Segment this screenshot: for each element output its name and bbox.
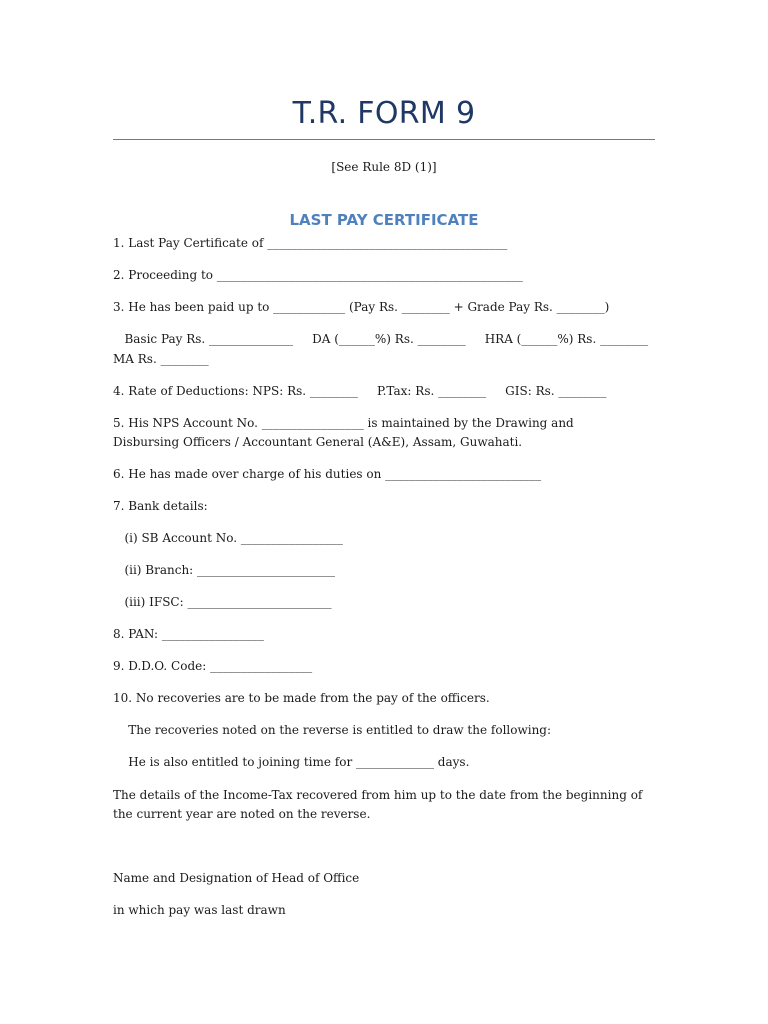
title-underline <box>113 139 655 140</box>
item-7-branch: (ii) Branch: _______________________ <box>113 563 336 577</box>
item-4-deductions: 4. Rate of Deductions: NPS: Rs. ________ P.Tax: Rs. ________ GIS: Rs. ________ <box>113 384 607 398</box>
item-8-pan: 8. PAN: _________________ <box>113 627 264 641</box>
item-10-joining-time: He is also entitled to joining time for _____________ days. <box>113 755 470 769</box>
certificate-heading: LAST PAY CERTIFICATE <box>289 211 479 229</box>
item-1-last-pay-certificate: 1. Last Pay Certificate of ________________________________________ <box>113 236 508 250</box>
item-6-made-over-charge: 6. He has made over charge of his duties on __________________________ <box>113 467 542 481</box>
signature-last-drawn: in which pay was last drawn <box>113 903 286 917</box>
document-title: T.R. FORM 9 <box>292 96 476 131</box>
item-7-sb-account: (i) SB Account No. _________________ <box>113 531 343 545</box>
signature-name-designation: Name and Designation of Head of Office <box>113 871 360 885</box>
item-9-ddo-code: 9. D.D.O. Code: _________________ <box>113 659 313 673</box>
item-3-pay-breakdown: Basic Pay Rs. ______________ DA (______%) Rs. ________ HRA (______%) Rs. ________ <box>113 332 649 346</box>
item-5-nps-account: 5. His NPS Account No. _________________ is maintained by the Drawing and Disbursing Officers / Accountant General (A&E), Assam, Guwahati. <box>113 416 574 449</box>
rule-reference: [See Rule 8D (1)] <box>331 160 437 174</box>
item-10-no-recoveries: 10. No recoveries are to be made from the pay of the officers. <box>113 691 490 705</box>
item-3-ma: MA Rs. ________ <box>113 352 209 366</box>
item-10-income-tax-details: The details of the Income-Tax recovered from him up to the date from the beginning of the current year are noted on the reverse. <box>113 788 643 821</box>
item-7-bank-details: 7. Bank details: <box>113 499 208 513</box>
item-2-proceeding-to: 2. Proceeding to ___________________________________________________ <box>113 268 523 282</box>
item-7-ifsc: (iii) IFSC: ________________________ <box>113 595 332 609</box>
item-10-recoveries-noted: The recoveries noted on the reverse is entitled to draw the following: <box>113 723 552 737</box>
item-3-paid-up-to: 3. He has been paid up to ____________ (Pay Rs. ________ + Grade Pay Rs. ________) <box>113 300 610 314</box>
